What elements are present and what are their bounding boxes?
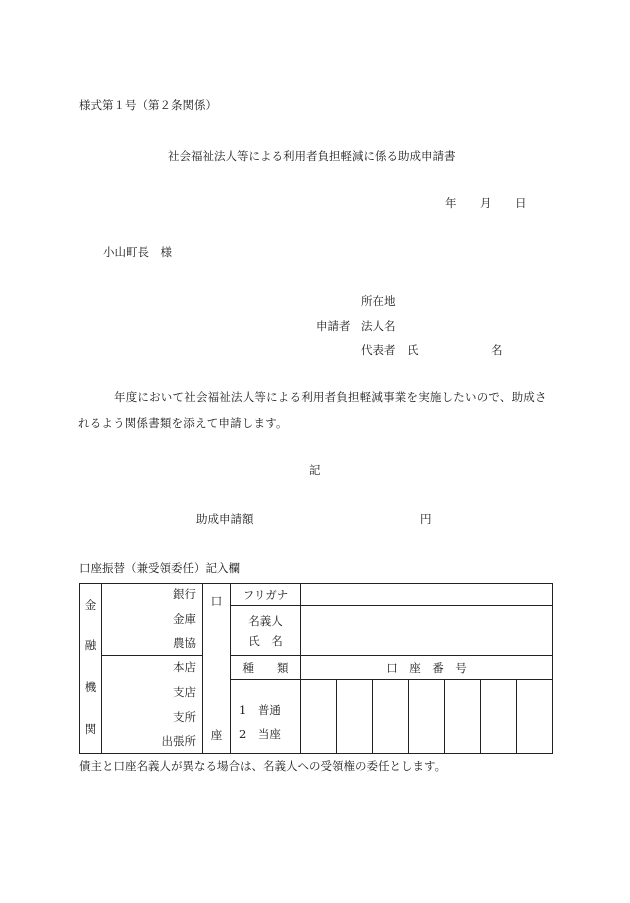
fin-char: 機 (84, 680, 97, 694)
bank-account-table (79, 583, 553, 754)
financial-institution-column (80, 584, 102, 754)
form-title: 社会福祉法人等による利用者負担軽減に係る助成申請書 (168, 149, 456, 163)
kouza-char: 座 (210, 728, 223, 742)
account-digit-box[interactable] (373, 680, 409, 754)
account-digit-box[interactable] (409, 680, 445, 754)
account-number-label-cell (301, 656, 553, 680)
institution-type-cell (102, 584, 203, 656)
furigana-label-cell (231, 584, 301, 606)
body-text: 年度において社会福祉法人等による利用者負担軽減事業を実施したいので、助成されるよう関係書類を添えて申請します。 (78, 390, 547, 430)
fin-char: 金 (84, 598, 97, 612)
ki-label: 記 (309, 463, 321, 477)
branch-type-office: 出張所 (161, 734, 196, 748)
holder-label-1: 名義人 (248, 613, 283, 628)
account-digit-box[interactable] (337, 680, 373, 754)
furigana-label: フリガナ (242, 587, 289, 602)
branch-type-branch: 支店 (173, 685, 196, 699)
date-month-label: 月 (480, 196, 492, 210)
representative-name-suffix: 名 (491, 343, 503, 357)
branch-type-sub: 支所 (173, 710, 196, 724)
holder-label-cell (231, 606, 301, 656)
account-type-ordinary: 1 普通 (239, 703, 281, 717)
kouza-column (203, 584, 231, 754)
date-year-label: 年 (445, 196, 457, 210)
branch-type-main: 本店 (173, 660, 196, 674)
type-label: 種 類 (242, 660, 289, 675)
account-digit-box[interactable] (481, 680, 517, 754)
holder-name-input[interactable] (301, 606, 553, 656)
account-digit-box[interactable] (517, 680, 553, 754)
account-digit-box[interactable] (445, 680, 481, 754)
representative-label: 代表者 氏 (361, 343, 419, 357)
type-label-cell (231, 656, 301, 680)
corporation-name-label: 法人名 (361, 319, 396, 333)
fin-char: 融 (84, 638, 97, 652)
addressee: 小山町長 様 (103, 245, 172, 259)
kouza-char: 口 (210, 594, 223, 608)
footer-note: 債主と口座名義人が異なる場合は、名義人への受領権の委任とします。 (79, 759, 447, 773)
amount-unit: 円 (420, 512, 432, 526)
amount-label: 助成申請額 (196, 512, 254, 526)
form-number: 様式第１号（第２条関係） (79, 98, 217, 112)
inst-type-bank: 銀行 (173, 587, 196, 601)
applicant-label: 申請者 (316, 319, 351, 333)
account-digit-box[interactable] (301, 680, 337, 754)
furigana-input[interactable] (301, 584, 553, 606)
account-number-label: 口 座 番 号 (386, 660, 467, 675)
holder-label-2: 氏 名 (248, 633, 283, 648)
branch-type-cell (102, 656, 203, 754)
account-type-current: 2 当座 (239, 727, 281, 741)
account-type-cell (231, 680, 301, 754)
table-title: 口座振替（兼受領委任）記入欄 (79, 561, 240, 575)
inst-type-shinkin: 金庫 (173, 612, 196, 626)
address-label: 所在地 (361, 294, 396, 308)
inst-type-nokyo: 農協 (173, 636, 196, 650)
date-day-label: 日 (515, 196, 527, 210)
fin-char: 関 (84, 722, 97, 736)
